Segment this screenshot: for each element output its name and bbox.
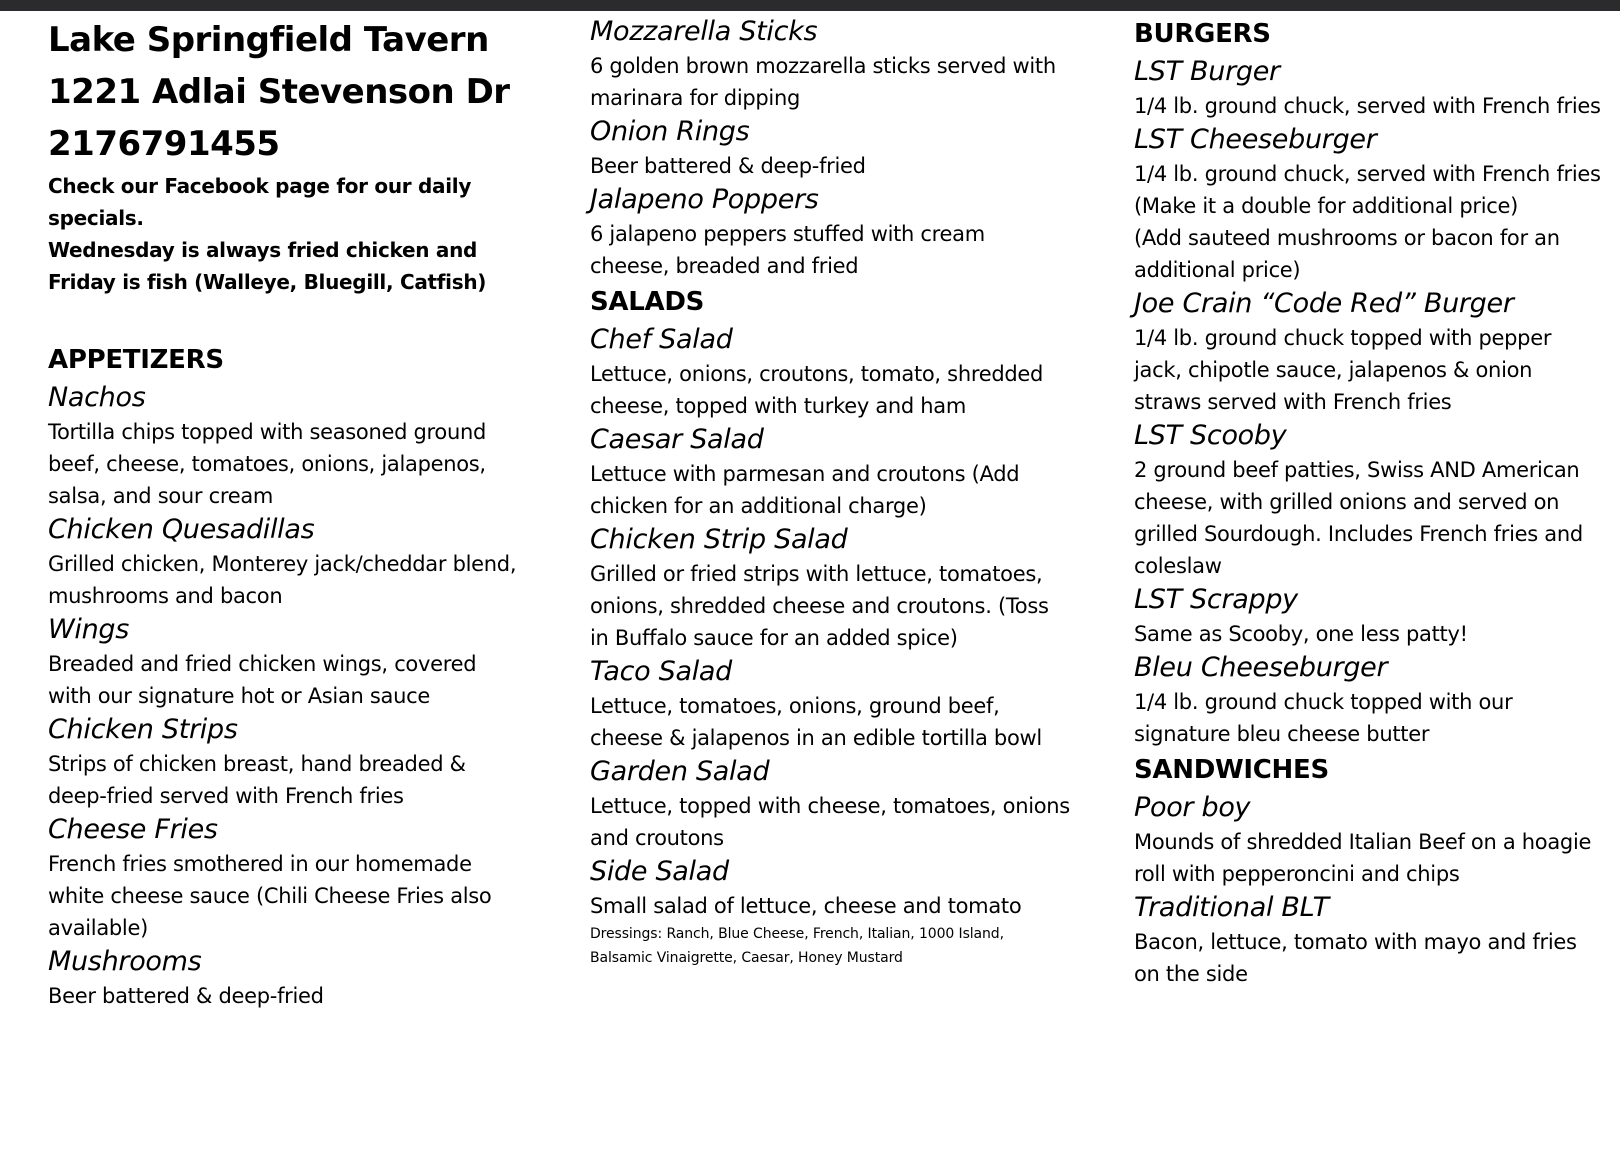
item-description: Tortilla chips topped with seasoned ground beef, cheese, tomatoes, onions, jalapenos, salsa, and sour cream [48, 420, 487, 508]
item-description: Beer battered & deep-fried [48, 984, 324, 1008]
item-name: Chicken Strip Salad [590, 524, 848, 555]
restaurant-name: Lake Springfield Tavern [48, 20, 489, 60]
item-name: Chicken Quesadillas [48, 514, 315, 545]
item-name: Joe Crain “Code Red” Burger [1134, 288, 1514, 319]
item-name: Jalapeno Poppers [590, 184, 819, 215]
item-description: Lettuce, topped with cheese, tomatoes, onions and croutons [590, 794, 1070, 850]
item-name: Wings [48, 614, 130, 645]
item-description: Grilled chicken, Monterey jack/cheddar blend, mushrooms and bacon [48, 552, 517, 608]
item-name: LST Cheeseburger [1134, 124, 1377, 155]
item-description: 1/4 lb. ground chuck, served with French fries [1134, 162, 1601, 186]
item-name: Side Salad [590, 856, 729, 887]
item-name: LST Scooby [1134, 420, 1287, 451]
item-name: Cheese Fries [48, 814, 218, 845]
menu-column-1 [48, 14, 518, 1012]
item-name: Poor boy [1134, 792, 1251, 823]
item-description: 1/4 lb. ground chuck topped with pepper jack, chipotle sauce, jalapenos & onion straws served with French fries [1134, 326, 1552, 414]
section-title-salads: SALADS [590, 287, 705, 317]
item-description: 1/4 lb. ground chuck, served with French fries [1134, 94, 1601, 118]
item-name: Mushrooms [48, 946, 202, 977]
section-title-burgers: BURGERS [1134, 19, 1271, 49]
item-name: Chef Salad [590, 324, 733, 355]
item-description: Breaded and fried chicken wings, covered with our signature hot or Asian sauce [48, 652, 477, 708]
item-description: Beer battered & deep-fried [590, 154, 866, 178]
item-description: Small salad of lettuce, cheese and tomato [590, 894, 1022, 918]
menu-column-3 [1134, 14, 1604, 990]
item-name: LST Scrappy [1134, 584, 1298, 615]
restaurant-address: 1221 Adlai Stevenson Dr [48, 72, 510, 112]
item-name: Garden Salad [590, 756, 770, 787]
item-description: Bacon, lettuce, tomato with mayo and fries on the side [1134, 930, 1577, 986]
item-name: Caesar Salad [590, 424, 764, 455]
section-title-appetizers: APPETIZERS [48, 345, 224, 375]
item-name: Taco Salad [590, 656, 733, 687]
item-description: Lettuce, onions, croutons, tomato, shredded cheese, topped with turkey and ham [590, 362, 1044, 418]
item-name: Nachos [48, 382, 146, 413]
restaurant-phone: 2176791455 [48, 124, 280, 164]
item-description: Mounds of shredded Italian Beef on a hoagie roll with pepperoncini and chips [1134, 830, 1592, 886]
item-description: 2 ground beef patties, Swiss AND American cheese, with grilled onions and served on grilled Sourdough. Includes French fries and coleslaw [1134, 458, 1583, 578]
item-name: Traditional BLT [1134, 892, 1329, 923]
item-description: Lettuce with parmesan and croutons (Add chicken for an additional charge) [590, 462, 1020, 518]
item-option-note: (Add sauteed mushrooms or bacon for an additional price) [1134, 226, 1560, 282]
specials-note: Check our Facebook page for our daily specials. [48, 174, 472, 230]
item-name: Bleu Cheeseburger [1134, 652, 1388, 683]
item-name: Mozzarella Sticks [590, 16, 818, 47]
item-description: 1/4 lb. ground chuck topped with our signature bleu cheese butter [1134, 690, 1513, 746]
item-description: Grilled or fried strips with lettuce, tomatoes, onions, shredded cheese and croutons. (Toss in Buffalo sauce for an added spice) [590, 562, 1049, 650]
menu-column-2 [590, 14, 1070, 970]
dressings-list: Dressings: Ranch, Blue Cheese, French, Italian, 1000 Island, Balsamic Vinaigrette, Caesar, Honey Mustard [590, 926, 1004, 966]
item-description: French fries smothered in our homemade white cheese sauce (Chili Cheese Fries also available) [48, 852, 492, 940]
weekly-specials-note: Wednesday is always fried chicken and Friday is fish (Walleye, Bluegill, Catfish) [48, 238, 487, 294]
item-description: 6 golden brown mozzarella sticks served with marinara for dipping [590, 54, 1056, 110]
item-name: Onion Rings [590, 116, 750, 147]
item-description: Same as Scooby, one less patty! [1134, 622, 1468, 646]
item-description: Lettuce, tomatoes, onions, ground beef, cheese & jalapenos in an edible tortilla bowl [590, 694, 1042, 750]
section-title-sandwiches: SANDWICHES [1134, 755, 1329, 785]
item-description: 6 jalapeno peppers stuffed with cream cheese, breaded and fried [590, 222, 985, 278]
item-option-note: (Make it a double for additional price) [1134, 194, 1518, 218]
item-name: LST Burger [1134, 56, 1280, 87]
item-description: Strips of chicken breast, hand breaded & deep-fried served with French fries [48, 752, 466, 808]
item-name: Chicken Strips [48, 714, 238, 745]
top-bar [0, 0, 1620, 11]
